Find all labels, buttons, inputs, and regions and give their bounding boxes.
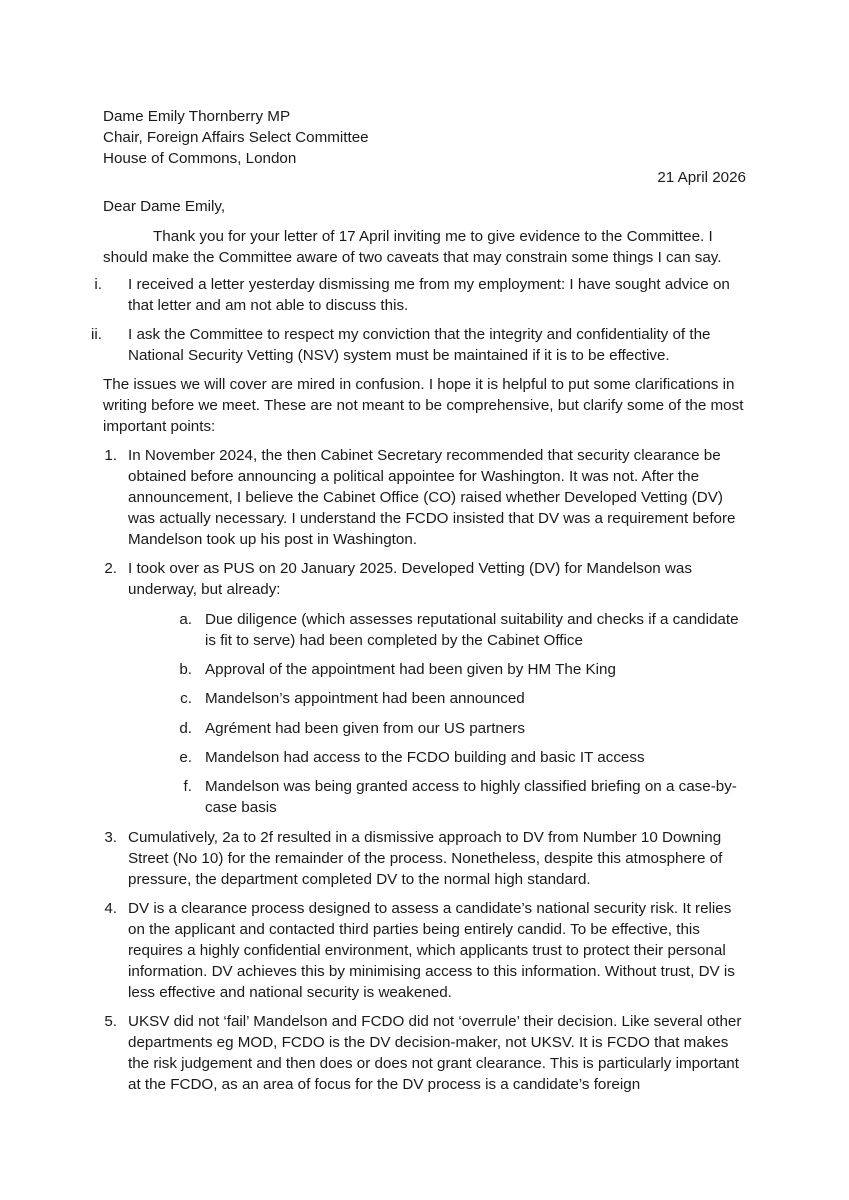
letter-date: 21 April 2026 — [657, 169, 746, 186]
point-marker: 3. — [104, 829, 117, 846]
subpoint-text: Agrément had been given from our US partners — [205, 720, 525, 737]
point-marker: 1. — [104, 447, 117, 464]
recipient-name: Dame Emily Thornberry MP — [103, 108, 291, 125]
subpoint-marker: c. — [180, 690, 192, 707]
point-text: DV is a clearance process designed to assess a candidate’s national security risk. It relies on the applicant and contacted third parties being entirely candid. To be effective, this requires a highly confidential environment, which applicants trust to protect their personal information. DV achieves this by minimising access to this information. Without trust, DV is less effective and national security is weakened. — [128, 900, 735, 1001]
recipient-location: House of Commons, London — [103, 150, 297, 167]
subpoint-marker: f. — [183, 778, 192, 795]
caveat-marker: ii. — [91, 326, 102, 343]
point-text: Cumulatively, 2a to 2f resulted in a dismissive approach to DV from Number 10 Downing Street (No 10) for the remainder of the process. Nonetheless, despite this atmosphere of pressure, the department completed DV to the normal high standard. — [128, 829, 723, 888]
subpoint-text: Due diligence (which assesses reputational suitability and checks if a candidate is fit to serve) had been completed by the Cabinet Office — [205, 611, 739, 649]
point-text: In November 2024, the then Cabinet Secretary recommended that security clearance be obtained before announcing a political appointee for Washington. It was not. After the announcement, I believe the Cabinet Office (CO) raised whether Developed Vetting (DV) was actually necessary. I understand the FCDO insisted that DV was a requirement before Mandelson took up his post in Washington. — [128, 447, 736, 548]
recipient-address — [103, 106, 369, 169]
subpoint-marker: b. — [179, 661, 192, 678]
subpoint-text: Mandelson was being granted access to highly classified briefing on a case-by-case basis — [205, 778, 737, 816]
point-marker: 4. — [104, 900, 117, 917]
subpoint-text: Approval of the appointment had been given by HM The King — [205, 661, 616, 678]
caveat-marker: i. — [94, 276, 102, 293]
point-marker: 5. — [104, 1013, 117, 1030]
point-text: I took over as PUS on 20 January 2025. Developed Vetting (DV) for Mandelson was underway, but already: — [128, 560, 692, 598]
intro-paragraph — [103, 226, 748, 268]
subpoint-marker: e. — [179, 749, 192, 766]
subpoint-marker: d. — [179, 720, 192, 737]
subpoint-text: Mandelson’s appointment had been announced — [205, 690, 525, 707]
subpoint-marker: a. — [179, 611, 192, 628]
recipient-role: Chair, Foreign Affairs Select Committee — [103, 129, 369, 146]
caveat-text: I received a letter yesterday dismissing me from my employment: I have sought advice on that letter and am not able to discuss this. — [128, 276, 730, 314]
point-text: UKSV did not ‘fail’ Mandelson and FCDO did not ‘overrule’ their decision. Like several other departments eg MOD, FCDO is the DV decision-maker, not UKSV. It is FCDO that makes the risk judgement and then does or does not grant clearance. This is particularly important at the FCDO, as an area of focus for the DV process is a candidate’s foreign — [128, 1013, 742, 1093]
intro-text: Thank you for your letter of 17 April inviting me to give evidence to the Committee. I should make the Committee aware of two caveats that may constrain some things I can say. — [103, 228, 722, 266]
issues-intro: The issues we will cover are mired in confusion. I hope it is helpful to put some clarifications in writing before we meet. These are not meant to be comprehensive, but clarify some of the most important points: — [103, 376, 744, 435]
salutation: Dear Dame Emily, — [103, 198, 226, 215]
subpoint-text: Mandelson had access to the FCDO building and basic IT access — [205, 749, 645, 766]
point-marker: 2. — [104, 560, 117, 577]
caveat-text: I ask the Committee to respect my conviction that the integrity and confidentiality of the National Security Vetting (NSV) system must be maintained if it is to be effective. — [128, 326, 711, 364]
